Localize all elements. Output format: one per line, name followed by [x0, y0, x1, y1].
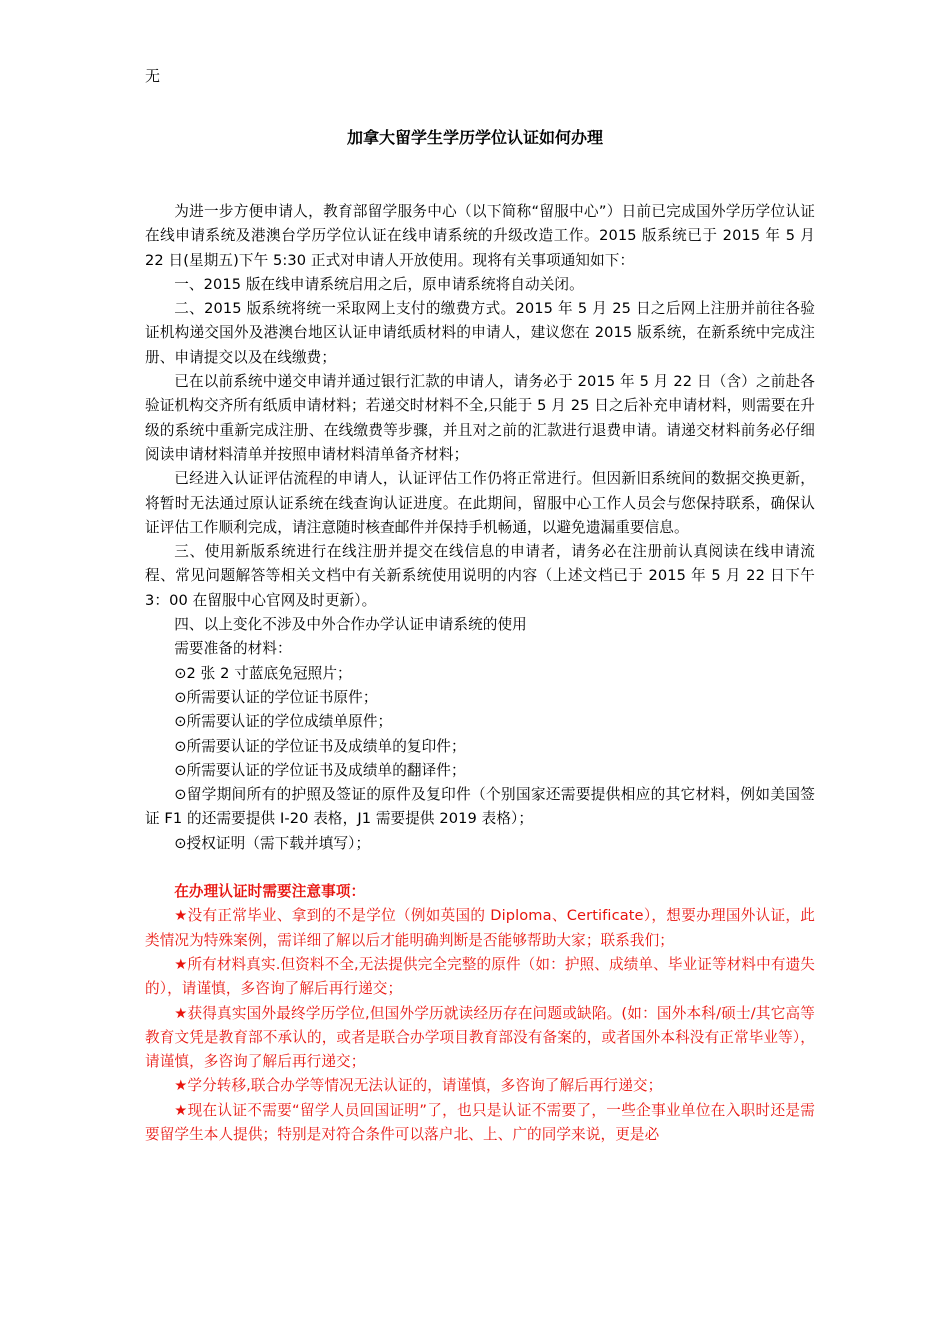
materials-heading: 需要准备的材料：	[174, 640, 292, 658]
document-body	[145, 200, 815, 1147]
material-item: ⊙留学期间所有的护照及签证的原件及复印件（个别国家还需要提供相应的其它材料，例如美国签证 F1 的还需要提供 I-20 表格，J1 需要提供 2019 表格）；	[145, 786, 815, 828]
material-item: ⊙所需要认证的学位证书及成绩单的翻译件；	[174, 761, 466, 779]
note-item: ★现在认证不需要“留学人员回国证明”了，也只是认证不需要了，一些企事业单位在入职时还是需要留学生本人提供；特别是对符合条件可以落户北、上、广的同学来说，更是必	[145, 1101, 815, 1143]
document-title: 加拿大留学生学历学位认证如何办理	[346, 128, 603, 147]
paragraph-intro: 为进一步方便申请人，教育部留学服务中心（以下简称“留服中心”）日前已完成国外学历学位认证在线申请系统及港澳台学历学位认证在线申请系统的升级改造工作。2015 版系统已于 2015 年 5 月 22 日(星期五)下午 5:30 正式对申请人开放使用。现将有关事项通知如下：	[145, 203, 815, 269]
material-item: ⊙授权证明（需下载并填写）；	[174, 834, 371, 852]
material-item: ⊙所需要认证的学位成绩单原件；	[174, 713, 393, 731]
note-item: ★学分转移,联合办学等情况无法认证的，请谨慎，多咨询了解后再行递交；	[174, 1077, 663, 1095]
paragraph-item-4: 四、以上变化不涉及中外合作办学认证申请系统的使用	[174, 616, 527, 634]
note-item: ★所有材料真实.但资料不全,无法提供完全完整的原件（如：护照、成绩单、毕业证等材料中有遗失的），请谨慎，多咨询了解后再行递交；	[145, 955, 815, 998]
notes-heading: 在办理认证时需要注意事项：	[174, 883, 366, 901]
header-mark: 无	[145, 67, 161, 85]
material-item: ⊙所需要认证的学位证书原件；	[174, 688, 378, 706]
paragraph-prior-applicants: 已在以前系统中递交申请并通过银行汇款的申请人，请务必于 2015 年 5 月 22 日（含）之前赴各验证机构交齐所有纸质申请材料；若递交时材料不全,只能于 5 月 25 日之后补充申请材料，则需要在升级的系统中重新完成注册、在线缴费等步骤，并且对之前的汇款进行退费申请。请递交材料前务必仔细阅读申请材料清单并按照申请材料清单备齐材料；	[145, 373, 815, 463]
note-item: ★获得真实国外最终学历学位,但国外学历就读经历存在问题或缺陷。(如：国外本科/硕士/其它高等教育文凭是教育部不承认的，或者是联合办学项目教育部没有备案的，或者国外本科没有正常毕业等）， 请谨慎，多咨询了解后再行递交；	[145, 1004, 815, 1071]
paragraph-item-2: 二、2015 版系统将统一采取网上支付的缴费方式。2015 年 5 月 25 日之后网上注册并前往各验证机构递交国外及港澳台地区认证申请纸质材料的申请人，建议您在 2015 版系统，在新系统中完成注册、申请提交以及在线缴费；	[145, 300, 815, 366]
material-item: ⊙所需要认证的学位证书及成绩单的复印件；	[174, 737, 466, 755]
note-item: ★没有正常毕业、拿到的不是学位（例如英国的 Diploma、Certificate），想要办理国外认证，此类情况为特殊案例，需详细了解以后才能明确判断是否能够帮助大家；联系我们；	[145, 907, 815, 949]
paragraph-item-3: 三、使用新版系统进行在线注册并提交在线信息的申请者，请务必在注册前认真阅读在线申请流程、常见问题解答等相关文档中有关新系统使用说明的内容（上述文档已于 2015 年 5 月 22 日下午 3：00 在留服中心官网及时更新）。	[145, 543, 815, 609]
material-item: ⊙2 张 2 寸蓝底免冠照片；	[174, 664, 352, 682]
paragraph-in-process: 已经进入认证评估流程的申请人，认证评估工作仍将正常进行。但因新旧系统间的数据交换更新，将暂时无法通过原认证系统在线查询认证进度。在此期间，留服中心工作人员会与您保持联系，确保认证评估工作顺利完成，请注意随时核查邮件并保持手机畅通，以避免遗漏重要信息。	[145, 470, 815, 536]
paragraph-item-1: 一、2015 版在线申请系统启用之后，原申请系统将自动关闭。	[174, 275, 584, 293]
